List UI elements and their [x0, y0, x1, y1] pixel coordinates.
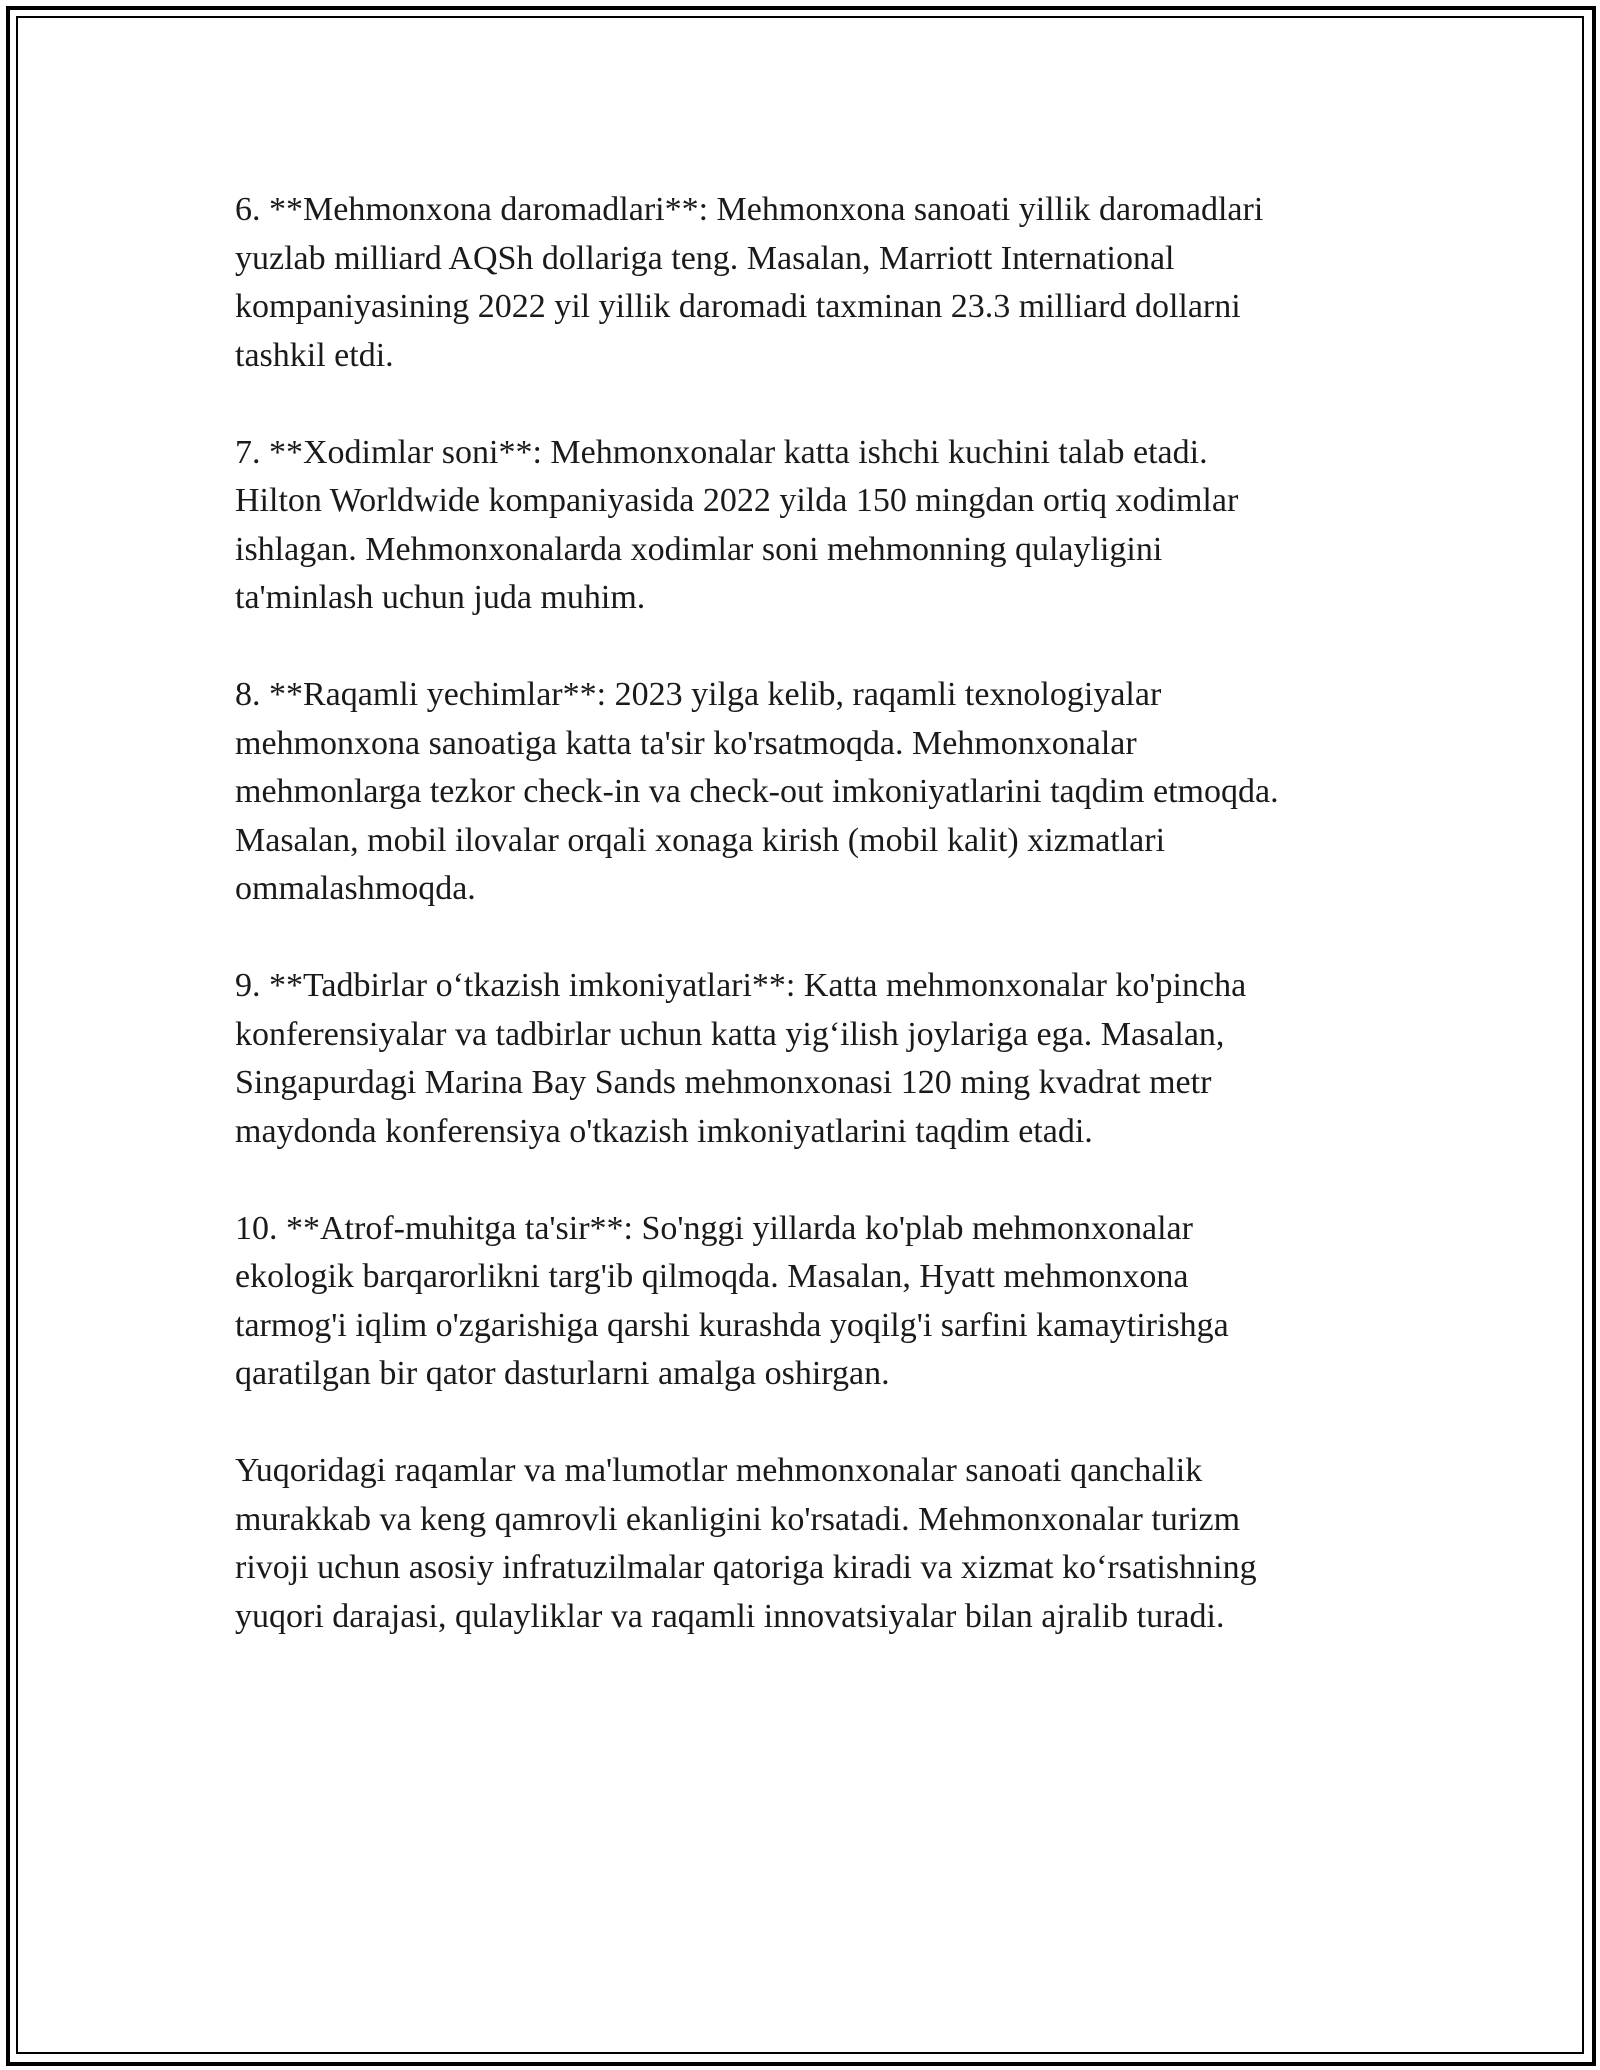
paragraph-event-capabilities: 9. **Tadbirlar o‘tkazish imkoniyatlari**: Katta mehmonxonalar ko'pincha konferensiyalar va tadbirlar uchun katta yig‘ilish joylariga ega. Masalan, Singapurdagi Marina Bay Sands mehmonxonasi 120 ming kvadrat metr maydonda konferensiya o'tkazish imkoniyatlarini taqdim etadi. [235, 967, 1247, 1150]
document-body [235, 186, 1370, 1690]
paragraph-hotel-revenue: 6. **Mehmonxona daromadlari**: Mehmonxona sanoati yillik daromadlari yuzlab milliard AQSh dollariga teng. Masalan, Marriott International kompaniyasining 2022 yil yillik daromadi taxminan 23.3 milliard dollarni tashkil etdi. [235, 191, 1264, 374]
paragraph-environmental-impact: 10. **Atrof-muhitga ta'sir**: So'nggi yillarda ko'plab mehmonxonalar ekologik barqarorlikni targ'ib qilmoqda. Masalan, Hyatt mehmonxona tarmog'i iqlim o'zgarishiga qarshi kurashda yoqilg'i sarfini kamaytirishga qaratilgan bir qator dasturlarni amalga oshirgan. [235, 1209, 1229, 1392]
paragraph-conclusion: Yuqoridagi raqamlar va ma'lumotlar mehmonxonalar sanoati qanchalik murakkab va keng qamrovli ekanligini ko'rsatadi. Mehmonxonalar turizm rivoji uchun asosiy infratuzilmalar qatoriga kiradi va xizmat ko‘rsatishning yuqori darajasi, qulayliklar va raqamli innovatsiyalar bilan ajralib turadi. [235, 1452, 1257, 1635]
paragraph-digital-solutions: 8. **Raqamli yechimlar**: 2023 yilga kelib, raqamli texnologiyalar mehmonxona sanoatiga katta ta'sir ko'rsatmoqda. Mehmonxonalar mehmonlarga tezkor check-in va check-out imkoniyatlarini taqdim etmoqda. Masalan, mobil ilovalar orqali xonaga kirish (mobil kalit) xizmatlari ommalashmoqda. [235, 676, 1279, 907]
paragraph-staff-count: 7. **Xodimlar soni**: Mehmonxonalar katta ishchi kuchini talab etadi. Hilton Worldwide kompaniyasida 2022 yilda 150 mingdan ortiq xodimlar ishlagan. Mehmonxonalarda xodimlar soni mehmonning qulayligini ta'minlash uchun juda muhim. [235, 433, 1239, 616]
